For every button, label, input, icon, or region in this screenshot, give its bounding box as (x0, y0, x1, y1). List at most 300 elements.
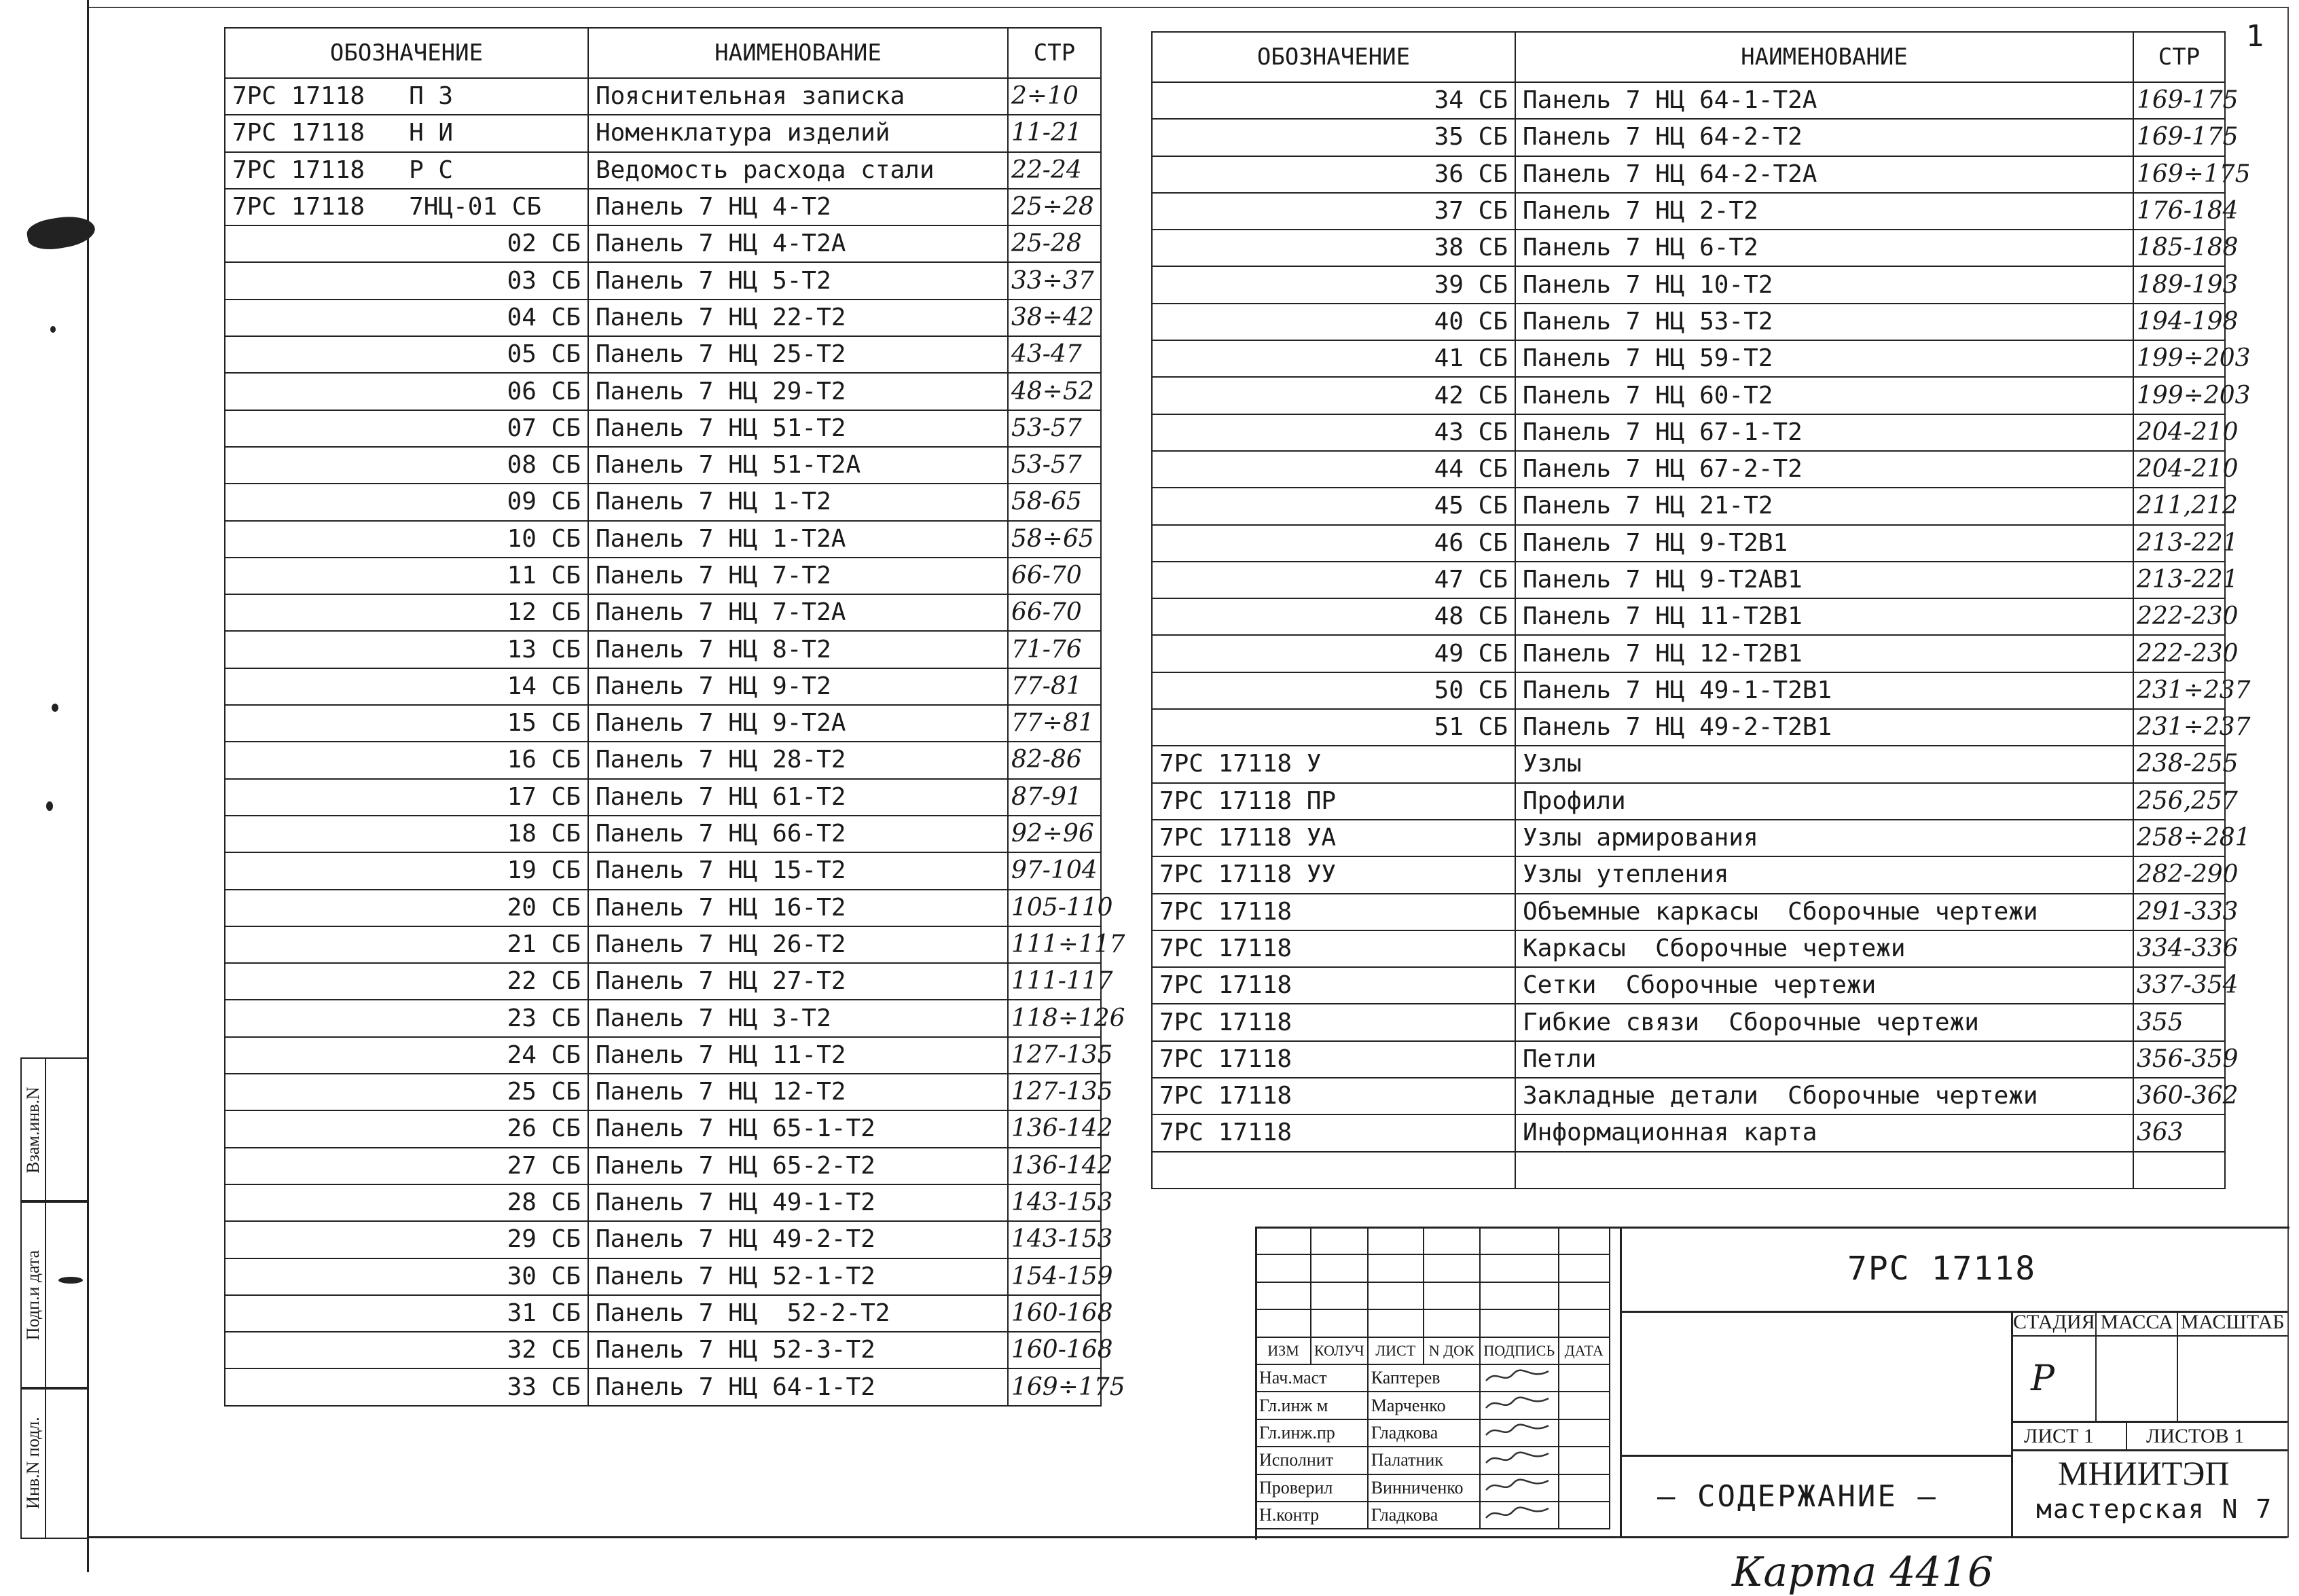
sheet-label: ЛИСТ 1 (2024, 1425, 2094, 1447)
revision-cell (1311, 1254, 1368, 1282)
cell-code: 09 СБ (225, 484, 588, 520)
cell-page: 136-142 (1008, 1148, 1101, 1184)
table-row (1152, 193, 2225, 230)
revision-cell (1256, 1254, 1311, 1282)
table-row (225, 631, 1101, 668)
revision-header: ПОДПИСЬ (1480, 1337, 1559, 1364)
table-row (1152, 82, 2225, 119)
cell-page: 169-175 (2133, 82, 2225, 119)
revision-cell (1480, 1282, 1559, 1309)
table-row (225, 410, 1101, 447)
side-label: Подп.и дата (23, 1250, 43, 1340)
cell-name: Панель 7 НЦ 65-2-Т2 (588, 1148, 1008, 1184)
revision-table (1255, 1227, 1610, 1529)
cell-page: 143-153 (1008, 1221, 1101, 1258)
revision-empty-row (1256, 1309, 1610, 1337)
cell-code: 33 СБ (225, 1368, 588, 1405)
cell-page: 169÷175 (1008, 1368, 1101, 1405)
side-label: Взам.инв.N (23, 1087, 43, 1174)
cell-page: 127-135 (1008, 1037, 1101, 1074)
cell-name: Панель 7 НЦ 4-Т2 (588, 189, 1008, 225)
revision-cell (1480, 1227, 1559, 1254)
cell-code: 23 СБ (225, 1000, 588, 1036)
table-row (225, 852, 1101, 889)
cell-code: 35 СБ (1152, 119, 1515, 156)
cell-code: 03 СБ (225, 262, 588, 299)
cell-name: Панель 7 НЦ 66-Т2 (588, 816, 1008, 852)
table-row (1152, 1004, 2225, 1040)
cell-page: 33÷37 (1008, 262, 1101, 299)
cell-page: 82-86 (1008, 742, 1101, 778)
tb-divider (2011, 1311, 2013, 1538)
revision-cell (1559, 1227, 1610, 1254)
cell-code: 31 СБ (225, 1295, 588, 1332)
cell-code: 20 СБ (225, 890, 588, 926)
cell-name: Узлы утепления (1515, 856, 2133, 893)
table-row (225, 152, 1101, 189)
cell-code: 47 СБ (1152, 562, 1515, 598)
cell-code: 15 СБ (225, 705, 588, 742)
cell-code: 7РС 17118 (1152, 930, 1515, 967)
cell-page: 169-175 (2133, 119, 2225, 156)
cell-code: 40 СБ (1152, 304, 1515, 340)
sheet-number: 1 (2245, 19, 2264, 54)
date-cell (1559, 1419, 1610, 1447)
cell-page: 71-76 (1008, 631, 1101, 668)
cell-code: 07 СБ (225, 410, 588, 447)
contents-table-left (224, 27, 1125, 1407)
cell-code: 13 СБ (225, 631, 588, 668)
cell-page: 194-198 (2133, 304, 2225, 340)
cell-page: 258÷281 (2133, 820, 2225, 856)
cell-name: Панель 7 НЦ 67-2-Т2 (1515, 451, 2133, 488)
organization-name: МНИИТЭП (2058, 1454, 2230, 1492)
table-row (225, 225, 1101, 262)
table-row (225, 705, 1101, 742)
table-row (1152, 709, 2225, 746)
empty-cell (2133, 1152, 2225, 1189)
cell-page: 199÷203 (2133, 340, 2225, 377)
cell-page: 66-70 (1008, 594, 1101, 631)
header-code: ОБОЗНАЧЕНИЕ (225, 28, 588, 78)
person-name: Марченко (1368, 1392, 1480, 1419)
signature-scribble (1480, 1419, 1559, 1447)
cell-code: 28 СБ (225, 1184, 588, 1221)
table-row (225, 1184, 1101, 1221)
signature-row (1256, 1364, 1610, 1392)
person-name: Каптерев (1368, 1364, 1480, 1392)
date-cell (1559, 1502, 1610, 1529)
table-header-row (225, 28, 1101, 78)
table-row (225, 336, 1101, 373)
cell-code: 10 СБ (225, 521, 588, 558)
cell-name: Панель 7 НЦ 51-Т2 (588, 410, 1008, 447)
cell-name: Панель 7 НЦ 9-Т2В1 (1515, 525, 2133, 562)
cell-name: Панель 7 НЦ 49-1-Т2В1 (1515, 672, 2133, 709)
table-row (1152, 672, 2225, 709)
cell-page: 337-354 (2133, 967, 2225, 1004)
header-name: НАИМЕНОВАНИЕ (1515, 32, 2133, 82)
revision-cell (1368, 1309, 1424, 1337)
scan-speck (58, 1277, 83, 1284)
revision-cell (1424, 1282, 1480, 1309)
cell-name: Панель 7 НЦ 49-2-Т2 (588, 1221, 1008, 1258)
revision-empty-row (1256, 1227, 1610, 1254)
cell-code: 32 СБ (225, 1332, 588, 1368)
cell-page: 238-255 (2133, 746, 2225, 782)
date-cell (1559, 1474, 1610, 1502)
cell-name: Номенклатура изделий (588, 115, 1008, 151)
cell-code: 11 СБ (225, 558, 588, 594)
tb-divider (2177, 1311, 2178, 1421)
cell-page: 222-230 (2133, 598, 2225, 635)
revision-cell (1256, 1227, 1311, 1254)
revision-cell (1559, 1254, 1610, 1282)
cell-page: 363 (2133, 1114, 2225, 1151)
cell-code: 7РС 17118 (1152, 1078, 1515, 1114)
cell-page: 66-70 (1008, 558, 1101, 594)
table-row (1152, 856, 2225, 893)
document-number: 7РС 17118 (1847, 1250, 2037, 1288)
cell-name: Ведомость расхода стали (588, 152, 1008, 189)
table-row (1152, 266, 2225, 303)
cell-code: 7РС 17118 ПР (1152, 783, 1515, 820)
table-row (1152, 783, 2225, 820)
cell-name: Панель 7 НЦ 11-Т2В1 (1515, 598, 2133, 635)
table-row (1152, 1041, 2225, 1078)
table-row (225, 1332, 1101, 1368)
cell-name: Панель 7 НЦ 6-Т2 (1515, 230, 2133, 266)
cell-page: 97-104 (1008, 852, 1101, 889)
cell-name: Закладные детали Сборочные чертежи (1515, 1078, 2133, 1114)
cell-name: Панель 7 НЦ 27-Т2 (588, 963, 1008, 1000)
table-row (1152, 894, 2225, 930)
table-row (1152, 377, 2225, 414)
revision-cell (1368, 1254, 1424, 1282)
table-row (1152, 156, 2225, 193)
cell-name: Панель 7 НЦ 8-Т2 (588, 631, 1008, 668)
cell-code: 21 СБ (225, 926, 588, 963)
table-row (1152, 967, 2225, 1004)
table-row (225, 1000, 1101, 1036)
cell-page: 160-168 (1008, 1295, 1101, 1332)
table-row (1152, 930, 2225, 967)
cell-name: Панель 7 НЦ 25-Т2 (588, 336, 1008, 373)
cell-name: Панель 7 НЦ 7-Т2А (588, 594, 1008, 631)
scan-speck (52, 704, 58, 712)
cell-code: 43 СБ (1152, 414, 1515, 451)
revision-cell (1368, 1282, 1424, 1309)
cell-page: 231÷237 (2133, 672, 2225, 709)
frame-top-line (87, 7, 2287, 8)
cell-page: 118÷126 (1008, 1000, 1101, 1036)
table-row (1152, 119, 2225, 156)
table-row (1152, 525, 2225, 562)
table-row (225, 521, 1101, 558)
cell-name: Панель 7 НЦ 22-Т2 (588, 300, 1008, 336)
date-cell (1559, 1364, 1610, 1392)
revision-cell (1311, 1227, 1368, 1254)
signature-scribble (1480, 1364, 1559, 1392)
cell-page: 53-57 (1008, 410, 1101, 447)
tb-divider (2011, 1449, 2287, 1451)
cell-name: Панель 7 НЦ 52-1-Т2 (588, 1258, 1008, 1295)
cell-name: Панель 7 НЦ 52-3-Т2 (588, 1332, 1008, 1368)
cell-name: Панель 7 НЦ 65-1-Т2 (588, 1110, 1008, 1147)
table-row (1152, 1114, 2225, 1151)
cell-page: 154-159 (1008, 1258, 1101, 1295)
empty-row (1152, 1152, 2225, 1189)
cell-page: 92÷96 (1008, 816, 1101, 852)
cell-page: 53-57 (1008, 447, 1101, 484)
revision-header-row (1256, 1337, 1610, 1364)
cell-code: 16 СБ (225, 742, 588, 778)
empty-cell (1152, 1152, 1515, 1189)
revision-cell (1559, 1282, 1610, 1309)
cell-code: 30 СБ (225, 1258, 588, 1295)
tb-divider (2011, 1335, 2287, 1337)
cell-code: 49 СБ (1152, 635, 1515, 672)
cell-code: 7РС 17118 Н И (225, 115, 588, 151)
cell-page: 58÷65 (1008, 521, 1101, 558)
cell-page: 204-210 (2133, 414, 2225, 451)
side-stamp-signature (20, 1200, 88, 1390)
cell-name: Узлы (1515, 746, 2133, 782)
role-label: Проверил (1256, 1474, 1368, 1502)
signature-scribble (1480, 1474, 1559, 1502)
revision-header: КОЛУЧ (1311, 1337, 1368, 1364)
cell-name: Панель 7 НЦ 1-Т2 (588, 484, 1008, 520)
cell-page: 160-168 (1008, 1332, 1101, 1368)
signature-row (1256, 1474, 1610, 1502)
cell-code: 7РС 17118 УА (1152, 820, 1515, 856)
table-row (1152, 562, 2225, 598)
cell-name: Панель 7 НЦ 4-Т2А (588, 225, 1008, 262)
cell-name: Панель 7 НЦ 16-Т2 (588, 890, 1008, 926)
revision-header: ИЗМ (1256, 1337, 1311, 1364)
cell-code: 04 СБ (225, 300, 588, 336)
signature-row (1256, 1419, 1610, 1447)
workshop-name: мастерская N 7 (2036, 1494, 2273, 1524)
cell-page: 136-142 (1008, 1110, 1101, 1147)
signature-row (1256, 1392, 1610, 1419)
table-row (1152, 746, 2225, 782)
cell-page: 356-359 (2133, 1041, 2225, 1078)
table-header-row (1152, 32, 2225, 82)
cell-name: Панель 7 НЦ 64-1-Т2А (1515, 82, 2133, 119)
date-cell (1559, 1447, 1610, 1474)
revision-cell (1424, 1227, 1480, 1254)
table-row (225, 779, 1101, 816)
cell-code: 34 СБ (1152, 82, 1515, 119)
role-label: Гл.инж.пр (1256, 1419, 1368, 1447)
cell-code: 7РС 17118 (1152, 967, 1515, 1004)
cell-name: Панель 7 НЦ 29-Т2 (588, 373, 1008, 410)
table-row (225, 1037, 1101, 1074)
cell-page: 213-221 (2133, 525, 2225, 562)
table-row (225, 1295, 1101, 1332)
tb-divider (2011, 1421, 2287, 1423)
cell-name: Панель 7 НЦ 51-Т2А (588, 447, 1008, 484)
cell-name: Объемные каркасы Сборочные чертежи (1515, 894, 2133, 930)
handwritten-note: Карта 4416 (1732, 1548, 1994, 1596)
cell-name: Панель 7 НЦ 9-Т2АВ1 (1515, 562, 2133, 598)
cell-name: Сетки Сборочные чертежи (1515, 967, 2133, 1004)
side-stamp-inventory (20, 1387, 88, 1539)
header-code: ОБОЗНАЧЕНИЕ (1152, 32, 1515, 82)
table-row (225, 926, 1101, 963)
cell-code: 24 СБ (225, 1037, 588, 1074)
cell-code: 27 СБ (225, 1148, 588, 1184)
signature-row (1256, 1502, 1610, 1529)
table-row (1152, 340, 2225, 377)
cell-code: 7РС 17118 (1152, 1114, 1515, 1151)
stage-label: СТАДИЯ (2013, 1311, 2095, 1333)
cell-code: 41 СБ (1152, 340, 1515, 377)
table-row (225, 1221, 1101, 1258)
revision-cell (1559, 1309, 1610, 1337)
table-row (1152, 414, 2225, 451)
role-label: Нач.маст (1256, 1364, 1368, 1392)
cell-code: 14 СБ (225, 668, 588, 705)
scan-speck (46, 801, 53, 811)
table-row (225, 1258, 1101, 1295)
cell-name: Панель 7 НЦ 59-Т2 (1515, 340, 2133, 377)
revision-cell (1311, 1309, 1368, 1337)
revision-cell (1480, 1309, 1559, 1337)
cell-page: 127-135 (1008, 1074, 1101, 1110)
table-row (225, 558, 1101, 594)
cell-name: Панель 7 НЦ 49-2-Т2В1 (1515, 709, 2133, 746)
scan-speck (50, 326, 56, 333)
table-row (225, 1110, 1101, 1147)
cell-code: 38 СБ (1152, 230, 1515, 266)
header-page: СТР (2133, 32, 2225, 82)
cell-code: 18 СБ (225, 816, 588, 852)
tb-divider (2126, 1421, 2127, 1449)
cell-name: Панель 7 НЦ 9-Т2А (588, 705, 1008, 742)
table-row (1152, 820, 2225, 856)
cell-name: Профили (1515, 783, 2133, 820)
revision-cell (1424, 1309, 1480, 1337)
person-name: Винниченко (1368, 1474, 1480, 1502)
cell-page: 169÷175 (2133, 156, 2225, 193)
table-row (1152, 598, 2225, 635)
cell-name: Каркасы Сборочные чертежи (1515, 930, 2133, 967)
cell-code: 7РС 17118 (1152, 1041, 1515, 1078)
cell-code: 42 СБ (1152, 377, 1515, 414)
sheet-title: — СОДЕРЖАНИЕ — (1657, 1479, 1938, 1514)
tb-divider (2095, 1311, 2097, 1421)
cell-code: 7РС 17118 Р С (225, 152, 588, 189)
cell-name: Панель 7 НЦ 12-Т2 (588, 1074, 1008, 1110)
cell-name: Панель 7 НЦ 11-Т2 (588, 1037, 1008, 1074)
signature-scribble (1480, 1392, 1559, 1419)
table-row (225, 742, 1101, 778)
cell-code: 7РС 17118 (1152, 1004, 1515, 1040)
cell-code: 19 СБ (225, 852, 588, 889)
table-row (225, 963, 1101, 1000)
table-row (225, 484, 1101, 520)
table-row (225, 594, 1101, 631)
stage-value: Р (2031, 1358, 2054, 1399)
cell-page: 58-65 (1008, 484, 1101, 520)
cell-name: Пояснительная записка (588, 78, 1008, 115)
cell-name: Панель 7 НЦ 12-Т2В1 (1515, 635, 2133, 672)
cell-page: 334-336 (2133, 930, 2225, 967)
table-row (225, 1148, 1101, 1184)
table-row (225, 447, 1101, 484)
tb-divider (1620, 1455, 2011, 1457)
contents-table-right (1151, 31, 2251, 1189)
cell-page: 360-362 (2133, 1078, 2225, 1114)
cell-page: 111÷117 (1008, 926, 1101, 963)
signature-row (1256, 1447, 1610, 1474)
cell-name: Панель 7 НЦ 9-Т2 (588, 668, 1008, 705)
cell-name: Панель 7 НЦ 52-2-Т2 (588, 1295, 1008, 1332)
cell-page: 256,257 (2133, 783, 2225, 820)
cell-code: 7РС 17118 УУ (1152, 856, 1515, 893)
side-stamp-replacement (20, 1057, 88, 1203)
table-row (1152, 488, 2225, 524)
cell-page: 22-24 (1008, 152, 1101, 189)
cell-code: 12 СБ (225, 594, 588, 631)
table-row (225, 1368, 1101, 1405)
sheets-count-label: ЛИСТОВ 1 (2146, 1425, 2245, 1447)
cell-name: Узлы армирования (1515, 820, 2133, 856)
person-name: Гладкова (1368, 1502, 1480, 1529)
cell-code: 36 СБ (1152, 156, 1515, 193)
role-label: Исполнит (1256, 1447, 1368, 1474)
cell-code: 46 СБ (1152, 525, 1515, 562)
revision-cell (1256, 1282, 1311, 1309)
cell-name: Панель 7 НЦ 49-1-Т2 (588, 1184, 1008, 1221)
cell-code: 05 СБ (225, 336, 588, 373)
cell-page: 291-333 (2133, 894, 2225, 930)
cell-name: Панель 7 НЦ 21-Т2 (1515, 488, 2133, 524)
table-row (225, 78, 1101, 115)
revision-cell (1368, 1227, 1424, 1254)
cell-page: 77÷81 (1008, 705, 1101, 742)
cell-page: 189-193 (2133, 266, 2225, 303)
revision-cell (1480, 1254, 1559, 1282)
cell-name: Гибкие связи Сборочные чертежи (1515, 1004, 2133, 1040)
table-row (225, 890, 1101, 926)
cell-name: Панель 7 НЦ 67-1-Т2 (1515, 414, 2133, 451)
cell-name: Панель 7 НЦ 53-Т2 (1515, 304, 2133, 340)
cell-code: 50 СБ (1152, 672, 1515, 709)
cell-code: 22 СБ (225, 963, 588, 1000)
cell-code: 17 СБ (225, 779, 588, 816)
cell-name: Панель 7 НЦ 61-Т2 (588, 779, 1008, 816)
cell-code: 44 СБ (1152, 451, 1515, 488)
cell-page: 185-188 (2133, 230, 2225, 266)
table-row (1152, 1078, 2225, 1114)
cell-code: 29 СБ (225, 1221, 588, 1258)
cell-page: 48÷52 (1008, 373, 1101, 410)
person-name: Гладкова (1368, 1419, 1480, 1447)
cell-code: 7РС 17118 П З (225, 78, 588, 115)
table-row (1152, 304, 2225, 340)
cell-code: 08 СБ (225, 447, 588, 484)
revision-cell (1424, 1254, 1480, 1282)
cell-page: 199÷203 (2133, 377, 2225, 414)
revision-header: ЛИСТ (1368, 1337, 1424, 1364)
scale-label: МАСШТАБ (2180, 1311, 2285, 1333)
cell-name: Панель 7 НЦ 64-2-Т2 (1515, 119, 2133, 156)
table-row (225, 373, 1101, 410)
table-row (225, 668, 1101, 705)
